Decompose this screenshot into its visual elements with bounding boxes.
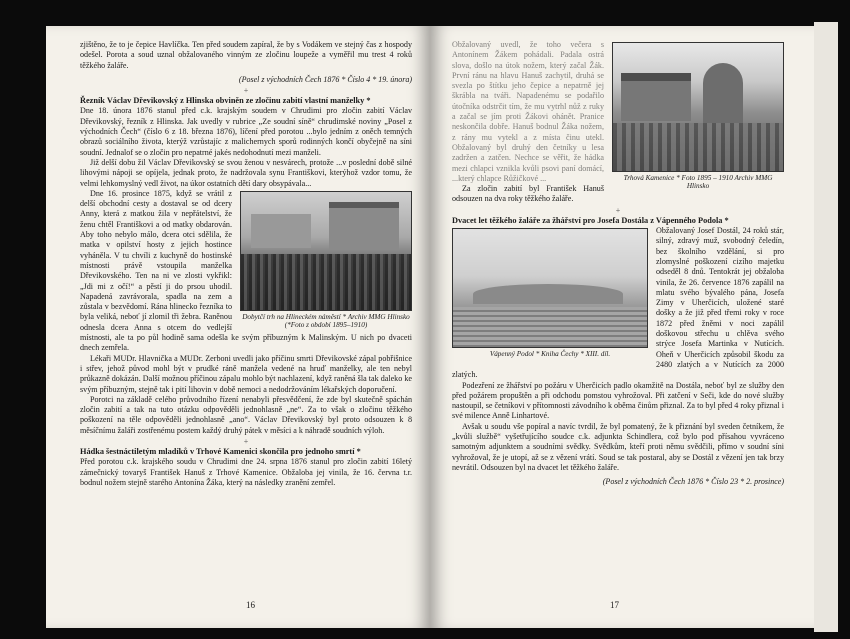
left-page <box>46 26 430 628</box>
paragraph: Lékaři MUDr. Hlavnička a MUDr. Zerboni uvedli jako příčinu smrti Dřevikovské zápal pobřišnice i střev, jehož původ mohl být v prudké ráně manžela vedené na hruď manželky, ale ten nebyl průkazně dokázán. Další možnou příčinou zápalu mohlo být nachlazení, když raněná šla tak daleko ke svým příbuzným, stejně tak i pití lihovin v době nemoci a nedodržováním lékařských doporučení. <box>80 353 412 394</box>
article-heading: Hádka šestnáctiletým mladíků v Trhové Kamenici skončila pro jednoho smrtí * <box>80 446 361 456</box>
figure-caption: Trhová Kamenice * Foto 1895 – 1910 Archiv MMG Hlinsko <box>623 174 773 191</box>
paragraph: Avšak u soudu vše popíral a navíc tvrdil, že byl pomatený, že k přiznání byl sveden četníkem, že „kvůli službě“ vyšetřujícího soudce c.k. adjunkta Schindlera, což bylo pod přísahou vyvráceno samotným adjunktem a soudními svědky. Svědkům, kteří proti němu svědčili, přímo v soudní síni vyhrožoval, že je utopí, až se z vězení vrátí. Soud se tak postaral, aby se Dostál z vězení jen tak brzy nevrátil. Odsouzen byl na dvacet let těžkého žaláře. <box>452 421 784 472</box>
separator: + <box>243 86 249 96</box>
paragraph: Dne 18. února 1876 stanul před c.k. krajským soudem v Chrudimi pro zločin zabití Václav Dřevikovský, řezník z Hlinska. Jak uvedly v rubrice „Ze soudní síně“ chrudimské noviny „Posel z východních Čech“ (číslo 6 z 18. března 1876), líčení před porotou ...bylo jedním z oněch temných obrazů sociálního života, kterýž vzrůstajíc z malichernych sporů rodinných končí obyčejně na síni soudní. Jednalof se o zločin pro nepatrné jakés nedohodnutí mezi manželi. <box>80 106 412 157</box>
page-number: 16 <box>246 600 255 610</box>
source-note: (Posel z východních Čech 1876 * Číslo 23 * 2. prosince) <box>602 477 784 487</box>
paragraph: Dne 16. prosince 1875, když se vrátil z delší obchodní cesty a dostaval se od dcery Anny, která z matkou žila v nepřátelství, že ženu chtěl Františkovi a od matky obdarován. Aby toho nebylo málo, dcera otci sdělila, že matka v opilství hosty z jejich hostince vyháněla. V tu chvíli z kuchyně do hostinské místnosti právě vstoupila manželka Dřevikovského. Ten na ni ve zlosti vykřikl: „Jdi mi z očí!“ a pěstí ji do prsou uhodil. Napadená zavrávorala, spadla na zem a zůstala v bezvědomí. Rána hlinecko řezníka to byla veliká, neboť jí zlomil tři žebra. Raněnou odnesla dcera Anna s otcem do vedlejší místnosti, ale ta po půl hodině sama odešla ke svým příbuzným k Malinským. U nich po dvaceti dnech zemřela. <box>80 188 412 353</box>
paragraph: Před porotou c.k. krajského soudu v Chrudimi dne 24. srpna 1876 stanul pro zločin zabití 16letý zámečnický tovaryš František Hanuš z Trhové Kamenice. Obžaloba jej vinila, že 16. června t.r. bodnul nožem stejně starého Antonína Žáka, který na následky zranění zemřel. <box>80 457 412 487</box>
paragraph: Podezření ze žhářství po požáru v Uherčicích padlo okamžitě na Dostála, neboť byl ze služby den před požárem propuštěn a při odchodu pomstou vyhrožoval. Při zatčení v Seči, kde do nové služby nastoupil, se četníkovi v přítomnosti závodního k oběma činům přiznal. Za to byl před 4 roky přiznal i své milence Anně Linhartové. <box>452 380 784 421</box>
landscape-engraving <box>452 228 648 348</box>
figure-market <box>240 191 412 330</box>
separator: + <box>615 205 621 215</box>
paragraph: Již delší dobu žil Václav Dřevikovský se svou ženou v nesvárech, protože ...v poslední době silné lihovými nápoji se opíjela, jednak proto, že nadržovala synu Františkovi, kterýhož vzdor tomu, že velmi lehkomyslný vedl život, na úkor ostatních dětí dary obsypávala... <box>80 157 412 188</box>
paragraph: Porotci na základě celého průvodního řízení nenabyli přesvědčení, že zde byl skutečně spáchán zločin zabití a tak na tuto otázku odpověděli jednohlasně „ne“. Za to však o zločinu těžkého poškození na těle odpověděli jednohlasně „ano“. Václav Dřevikovský byl proto odsouzen k 8 měsíčnímu žaláři zostřenému postem každý druhý pátek v měsíci a k náhradě soudních výloh. <box>80 394 412 435</box>
paragraph: Za zločin zabití byl František Hanuš odsouzen na dva roky těžkého žaláře. <box>452 184 604 204</box>
paragraph: Obžalovaný uvedl, že toho večera s Antonínem Žákem pohádali. Padala ostrá slova, došlo na útok nožem, který začal Žák. První ránu na hlavu Hanuš zachytil, druhá se svezla po štítku jeho čepice a nepatrně jej škrábla na tváři. Napadenému se podařilo útočníka odstrčit tím, že mu vytrhl nůž z ruky a začal se jím proti Žákovi ohánět. Pranice neskončila dobře. Hanuš bodnul Žáka nožem, z rány mu vytekl a z místa činu utekl. Obžalovaný byl druhý den četníky u lesa zadržen a zatčen. Nechce se věřit, že hádka mezi chlapci vznikla kvůli psovi paní domácí, ...který chlapce Růžičkové ... <box>452 40 604 183</box>
paragraph-top: zjištěno, že to je čepice Havlíčka. Ten před soudem zapíral, že by s Vodákem ve stejný čas z hospody odešel. Porota a soud uznal obžalovaného vinným ze zločinu loupeže a vyměřil mu trest 4 roků těžkého žaláře. <box>80 40 412 70</box>
article-heading: Řezník Václav Dřevikovský z Hlinska obviněn ze zločinu zabití vlastní manželky * <box>80 96 371 106</box>
article-heading: Dvacet let těžkého žaláře za žhářství pro Josefa Dostála z Vápenného Podola * <box>452 215 729 225</box>
market-photo <box>240 191 412 311</box>
page-number: 17 <box>610 600 619 610</box>
figure-vapenny-podol <box>452 228 648 358</box>
separator: + <box>243 436 249 446</box>
book-edge <box>814 22 838 632</box>
source-note: (Posel z východních Čech 1876 * Číslo 4 * 19. února) <box>238 74 412 84</box>
paragraph: Obžalovaný Josef Dostál, 24 roků stár, silný, zdravý muž, svobodný čeledín, bez školního vzdělání, si pro zlomyslné poškození cizího majetku odseděl 8 dnů. Tentokrát jej obžaloba vinila, že 26. července 1876 zapálil na mlatu svého bývalého pána, Josefa Zimy v Uherčicích, uložené staré došky a že již před třemi roky v roce 1872 před žněmi v noci zapálil doškovou střechu u chlěva svého strýce Josefa Martinka v Nutících. Oheň v Uherčicích způsobil škodu za 2480 zlatých a v Nutících za 2000 zlatých. <box>452 226 784 380</box>
right-page <box>430 26 814 628</box>
figure-caption: Dobytčí trh na Hlineckém náměstí * Archiv MMG Hlinsko (*Foto z období 1895–1910) <box>242 312 410 330</box>
figure-caption: Vápenný Podol * Kniha Čechy * XIII. díl. <box>489 350 611 359</box>
